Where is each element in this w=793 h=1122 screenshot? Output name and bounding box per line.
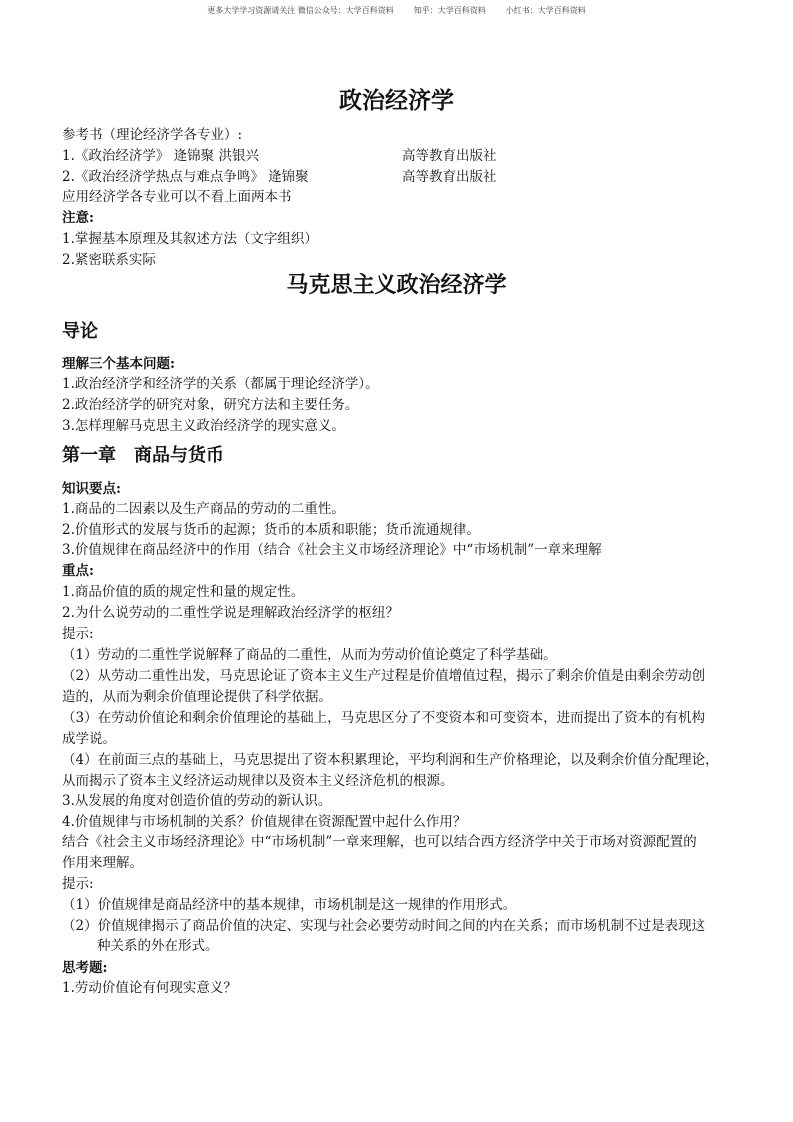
subtitle: 马克思主义政治经济学	[286, 272, 507, 298]
content-line: 成学说。	[62, 731, 116, 747]
header-text: 更多大学学习资源请关注 微信公众号：大学百科资料	[207, 6, 394, 15]
content-line: （2）从劳动二重性出发，马克思论证了资本主义生产过程是价值增值过程，揭示了剩余价值是由剩余劳动创	[62, 668, 706, 684]
content-line: 3.从发展的角度对创造价值的劳动的新认识。	[62, 793, 332, 809]
knowledge-item: 3.价值规律在商品经济中的作用（结合《社会主义市场经济理论》中“市场机制”一章来理解	[62, 542, 602, 558]
content-line: 提示:	[62, 626, 94, 642]
book-publisher: 高等教育出版社	[402, 169, 497, 185]
knowledge-item: 2.价值形式的发展与货币的起源；货币的本质和职能；货币流通规律。	[62, 522, 480, 538]
book-title: 2.《政治经济学热点与难点争鸣》 逄锦聚	[62, 169, 309, 185]
content-line: 4.价值规律与市场机制的关系？价值规律在资源配置中起什么作用？	[62, 814, 467, 830]
page-header	[0, 5, 793, 16]
knowledge-label: 知识要点:	[62, 481, 121, 497]
content-line: （3）在劳动价值论和剩余价值理论的基础上，马克思区分了不变资本和可变资本，进而提出了资本的有机构	[62, 710, 706, 726]
intro-label: 理解三个基本问题:	[62, 356, 175, 372]
intro-item: 1.政治经济学和经济学的关系（都属于理论经济学）。	[62, 376, 379, 392]
content-line: 提示:	[62, 876, 94, 892]
document-title: 政治经济学	[339, 87, 454, 114]
intro-item: 2.政治经济学的研究对象，研究方法和主要任务。	[62, 397, 359, 413]
attention-label: 注意:	[62, 210, 94, 226]
content-line: （1）劳动的二重性学说解释了商品的二重性，从而为劳动价值论奠定了科学基础。	[62, 647, 557, 663]
note-applied: 应用经济学各专业可以不看上面两本书	[62, 189, 292, 205]
book-publisher: 高等教育出版社	[402, 148, 497, 164]
header-text: 知乎：大学百科资料	[413, 6, 486, 15]
content-line: （2）价值规律揭示了商品价值的决定、实现与社会必要劳动时间之间的内在关系；而市场机制不过是表现这	[62, 918, 706, 934]
header-text: 小红书：大学百科资料	[505, 6, 586, 15]
book-item	[62, 167, 662, 187]
think-item: 1.劳动价值论有何现实意义？	[62, 980, 237, 996]
content-line: 2.为什么说劳动的二重性学说是理解政治经济学的枢纽？	[62, 605, 399, 621]
chapter-heading: 第一章 商品与货币	[62, 445, 224, 466]
content-line: 造的，从而为剩余价值理论提供了科学依据。	[62, 689, 332, 705]
intro-item: 3.怎样理解马克思主义政治经济学的现实意义。	[62, 418, 345, 434]
book-item	[62, 146, 662, 166]
knowledge-item: 1.商品的二因素以及生产商品的劳动的二重性。	[62, 501, 345, 517]
refs-intro: 参考书（理论经济学各专业）:	[62, 127, 243, 143]
book-title: 1.《政治经济学》 逄锦聚 洪银兴	[62, 148, 259, 164]
attention-item: 2.紧密联系实际	[62, 252, 156, 268]
content-line: 1.商品价值的质的规定性和量的规定性。	[62, 584, 305, 600]
content-line: （1）价值规律是商品经济中的基本规律，市场机制是这一规律的作用形式。	[62, 897, 517, 913]
content-line: 从而揭示了资本主义经济运动规律以及资本主义经济危机的根源。	[62, 773, 454, 789]
think-label: 思考题:	[62, 960, 108, 976]
intro-heading: 导论	[62, 321, 98, 342]
key-label: 重点:	[62, 563, 94, 579]
content-line: 结合《社会主义市场经济理论》中“市场机制”一章来理解，也可以结合西方经济学中关于市场对资源配置的	[62, 834, 697, 850]
content-line: （4）在前面三点的基础上，马克思提出了资本积累理论，平均利润和生产价格理论，以及剩余价值分配理论，	[62, 752, 719, 768]
content-line: 作用来理解。	[62, 855, 143, 871]
attention-item: 1.掌握基本原理及其叙述方法（文字组织）	[62, 231, 318, 247]
content-line: 种关系的外在形式。	[97, 938, 219, 954]
